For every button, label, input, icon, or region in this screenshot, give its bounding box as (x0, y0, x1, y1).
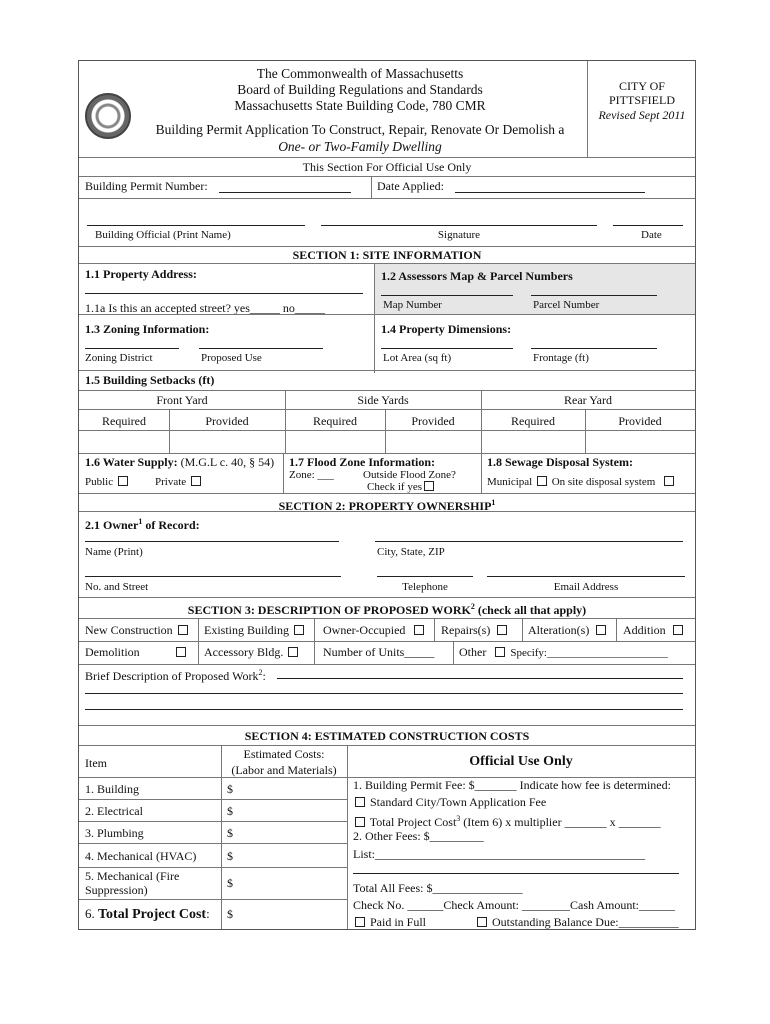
labor-materials-header: (Labor and Materials) (231, 763, 337, 777)
addition-checkbox[interactable] (673, 625, 683, 635)
units-field[interactable]: Number of Units_____ (323, 645, 435, 659)
public-checkbox[interactable] (118, 476, 128, 486)
owner-street-field[interactable] (85, 576, 341, 577)
new-construction-checkbox[interactable] (178, 625, 188, 635)
check-if-yes[interactable]: Check if yes (367, 480, 436, 494)
front-provided: Provided (205, 414, 249, 428)
owner-city-label: City, State, ZIP (377, 546, 445, 558)
zoning-district-label: Zoning District (85, 352, 153, 364)
brief-description-line1[interactable] (277, 678, 683, 679)
water-public[interactable]: Public (85, 475, 130, 489)
total-cost-field[interactable]: $ (227, 907, 233, 921)
owner-label: 2.1 Owner$^1$ of Record: (85, 517, 200, 532)
total-all-fees: Total All Fees: $_______________ (353, 881, 523, 895)
section4-title: SECTION 4: ESTIMATED CONSTRUCTION COSTS (244, 729, 530, 743)
parcel-number-field[interactable] (531, 295, 657, 296)
outside-flood-label: Outside Flood Zone? (363, 469, 456, 481)
cost-item-fire: 5. Mechanical (Fire (85, 869, 180, 883)
cost-item-electrical: 2. Electrical (85, 804, 143, 818)
repairs-checkbox[interactable] (497, 625, 507, 635)
existing-building-checkbox[interactable] (294, 625, 304, 635)
section1-title: SECTION 1: SITE INFORMATION (292, 248, 482, 262)
standard-fee[interactable]: Standard City/Town Application Fee (353, 795, 546, 809)
multiplier-checkbox[interactable] (355, 817, 365, 827)
cost-item-plumbing: 3. Plumbing (85, 826, 144, 840)
cost-item-fire-2: Suppression) (85, 883, 148, 897)
estimated-costs-header: Estimated Costs: (243, 747, 325, 761)
lot-area-label: Lot Area (sq ft) (383, 352, 452, 364)
new-construction-option[interactable]: New Construction (85, 623, 190, 637)
brief-description-line3[interactable] (85, 709, 683, 710)
owner-city-field[interactable] (375, 541, 683, 542)
map-number-label: Map Number (383, 299, 442, 311)
alteration-option[interactable]: Alteration(s) (528, 623, 608, 637)
accepted-street: 1.1a Is this an accepted street? yes_____ no_____ (85, 301, 325, 315)
fee-list-line2[interactable] (353, 873, 679, 874)
side-provided: Provided (411, 414, 455, 428)
owner-occupied-checkbox[interactable] (414, 625, 424, 635)
paid-in-full[interactable]: Paid in Full (353, 915, 426, 929)
water-supply: 1.6 Water Supply: (M.G.L c. 40, § 54) (85, 455, 275, 469)
official-date-label: Date (641, 229, 662, 241)
section2-title: SECTION 2: PROPERTY OWNERSHIP$^1$ (278, 498, 496, 513)
brief-description-line2[interactable] (85, 693, 683, 694)
flood-zone-field[interactable]: Zone: ___ (289, 469, 334, 481)
rear-provided: Provided (618, 414, 662, 428)
sewage-options[interactable]: Municipal On site disposal system (487, 475, 676, 489)
header-board: Board of Building Regulations and Standards (237, 82, 483, 97)
owner-name-label: Name (Print) (85, 546, 143, 558)
date-applied-label: Date Applied: (377, 179, 444, 193)
rear-yard-label: Rear Yard (564, 393, 612, 407)
permit-form (78, 60, 696, 930)
section3-title: SECTION 3: DESCRIPTION OF PROPOSED WORK$^2$ (check all that apply) (187, 602, 587, 617)
accessory-option[interactable]: Accessory Bldg. (204, 645, 300, 659)
city-of: CITY OF (619, 79, 665, 93)
proposed-use-field[interactable] (199, 348, 323, 349)
signature-label: Signature (437, 229, 481, 241)
cost-electrical-field[interactable]: $ (227, 804, 233, 818)
cost-hvac-field[interactable]: $ (227, 849, 233, 863)
official-name-field[interactable] (87, 225, 305, 226)
official-use-only: Official Use Only (469, 754, 573, 769)
header-commonwealth: The Commonwealth of Massachusetts (256, 66, 464, 81)
zoning-district-field[interactable] (85, 348, 179, 349)
sewage-label: 1.8 Sewage Disposal System: (487, 455, 633, 469)
other-checkbox[interactable] (495, 647, 505, 657)
flood-checkbox[interactable] (424, 481, 434, 491)
outstanding-balance[interactable]: Outstanding Balance Due:__________ (475, 915, 679, 929)
map-number-field[interactable] (381, 295, 513, 296)
existing-building-option[interactable]: Existing Building (204, 623, 306, 637)
header-title: Building Permit Application To Construct, Repair, Renovate Or Demolish a (155, 122, 565, 137)
owner-email-label: Email Address (553, 581, 619, 593)
frontage-label: Frontage (ft) (533, 352, 589, 364)
other-option[interactable]: Other Specify:______________________ (459, 645, 668, 659)
item-header: Item (85, 756, 107, 770)
assessors-label: 1.2 Assessors Map & Parcel Numbers (381, 269, 573, 283)
check-cash-amounts: Check No. ______Check Amount: ________Cash Amount:______ (353, 898, 675, 912)
total-cost-multiplier[interactable]: Total Project Cost$^3$ (Item 6) x multiplier _______ x _______ (353, 812, 661, 829)
cost-plumbing-field[interactable]: $ (227, 826, 233, 840)
date-applied-field[interactable] (455, 192, 645, 193)
proposed-use-label: Proposed Use (201, 352, 262, 364)
side-required: Required (313, 414, 357, 428)
frontage-field[interactable] (531, 348, 657, 349)
revised-date: Revised Sept 2011 (598, 108, 686, 122)
addition-option[interactable]: Addition (623, 623, 685, 637)
lot-area-field[interactable] (381, 348, 513, 349)
accessory-checkbox[interactable] (288, 647, 298, 657)
side-yards-label: Side Yards (357, 393, 409, 407)
official-name-label: Building Official (Print Name) (95, 229, 231, 241)
demolition-checkbox[interactable] (176, 647, 186, 657)
header-subtitle: One- or Two-Family Dwelling (278, 139, 442, 154)
paid-checkbox[interactable] (355, 917, 365, 927)
signature-field[interactable] (321, 225, 597, 226)
outstanding-checkbox[interactable] (477, 917, 487, 927)
owner-occupied-option[interactable]: Owner-Occupied (323, 623, 426, 637)
owner-street-label: No. and Street (85, 581, 149, 593)
cost-fire-field[interactable]: $ (227, 876, 233, 890)
owner-telephone-label: Telephone (402, 581, 448, 593)
property-address-field[interactable] (85, 293, 363, 294)
cost-item-hvac: 4. Mechanical (HVAC) (85, 849, 197, 863)
other-fees: 2. Other Fees: $_________ (353, 829, 484, 843)
state-seal-icon (85, 93, 131, 139)
front-required: Required (102, 414, 146, 428)
property-address-label: 1.1 Property Address: (85, 267, 197, 281)
zoning-label: 1.3 Zoning Information: (85, 322, 210, 336)
cost-building-field[interactable]: $ (227, 782, 233, 796)
cost-item-building: 1. Building (85, 782, 140, 796)
brief-description-label: Brief Description of Proposed Work$^2$: (85, 668, 266, 683)
water-private[interactable]: Private (155, 475, 203, 489)
flood-zone-label: 1.7 Flood Zone Information: (289, 455, 436, 469)
total-project-cost: 6. Total Project Cost: (85, 906, 210, 922)
official-use-title: This Section For Official Use Only (302, 160, 472, 174)
permit-fee: 1. Building Permit Fee: $_______ Indicate how fee is determined: (353, 778, 671, 792)
owner-name-field[interactable] (85, 541, 339, 542)
onsite-checkbox[interactable] (664, 476, 674, 486)
front-yard-label: Front Yard (156, 393, 208, 407)
standard-fee-checkbox[interactable] (355, 797, 365, 807)
owner-telephone-field[interactable] (377, 576, 473, 577)
owner-email-field[interactable] (487, 576, 685, 577)
setbacks-label: 1.5 Building Setbacks (ft) (85, 373, 215, 387)
private-checkbox[interactable] (191, 476, 201, 486)
permit-number-field[interactable] (219, 192, 351, 193)
repairs-option[interactable]: Repairs(s) (441, 623, 509, 637)
official-date-field[interactable] (613, 225, 683, 226)
fee-list: List:_____________________________________________ (353, 847, 646, 861)
municipal-checkbox[interactable] (537, 476, 547, 486)
header-code: Massachusetts State Building Code, 780 CMR (234, 98, 486, 113)
dimensions-label: 1.4 Property Dimensions: (381, 322, 512, 336)
demolition-option[interactable]: Demolition (85, 645, 188, 659)
city-name: PITTSFIELD (609, 93, 675, 107)
parcel-number-label: Parcel Number (533, 299, 600, 311)
alteration-checkbox[interactable] (596, 625, 606, 635)
permit-number-label: Building Permit Number: (85, 179, 208, 193)
rear-required: Required (511, 414, 555, 428)
